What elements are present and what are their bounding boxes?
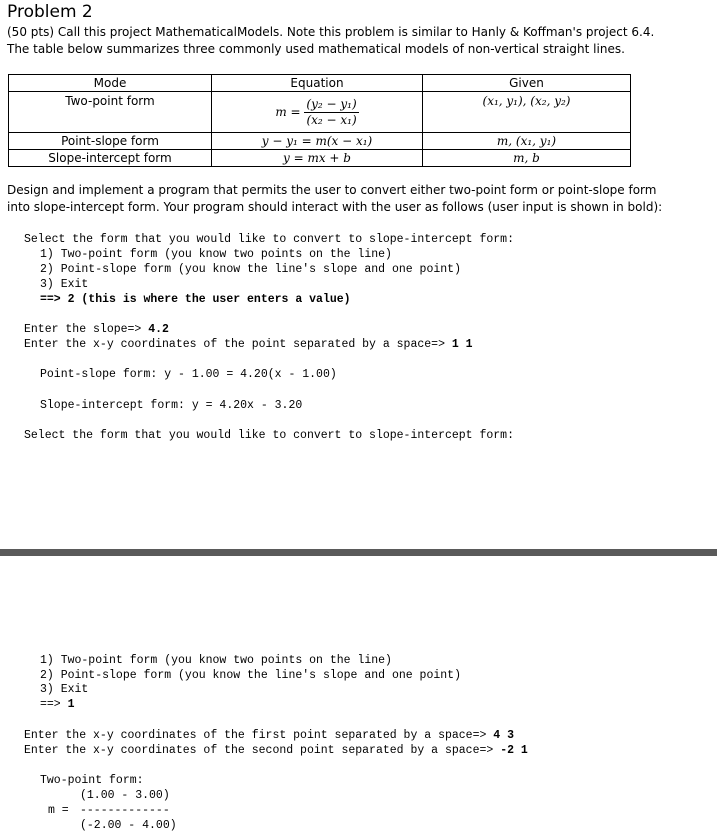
session2-menu-3: 3) Exit: [40, 683, 89, 696]
mode-two-point: Two-point form: [9, 92, 212, 133]
fraction: [304, 97, 358, 128]
table-row: [9, 150, 631, 167]
session1-prompt-again: Select the form that you would like to convert to slope-intercept form:: [24, 429, 514, 442]
design-line-2: into slope-intercept form. Your program should interact with the user as follows (user input is shown in bold):: [7, 200, 663, 214]
intro-line-1: (50 pts) Call this project MathematicalModels. Note this problem is similar to Hanly & Koffman's project 6.4.: [7, 25, 655, 39]
point-slope-output: Point-slope form: y - 1.00 = 4.20(x - 1.00): [40, 368, 337, 381]
session1-menu-3: 3) Exit: [40, 278, 89, 291]
given-point-slope: m, (x₁, y₁): [423, 133, 631, 150]
slope-fraction-numerator: (1.00 - 3.00): [80, 789, 170, 802]
slope-prompt: Enter the slope=>: [24, 323, 142, 336]
design-line-1: Design and implement a program that permits the user to convert either two-point form or point-slope form: [7, 183, 657, 197]
equation-point-slope: y − y₁ = m(x − x₁): [212, 133, 423, 150]
models-table: [8, 74, 631, 167]
mode-slope-intercept: Slope-intercept form: [9, 150, 212, 167]
table-header-row: [9, 75, 631, 92]
session2-menu-2: 2) Point-slope form (you know the line's slope and one point): [40, 669, 461, 682]
equation-slope-intercept: y = mx + b: [212, 150, 423, 167]
fraction-numerator: (y₂ − y₁): [306, 96, 357, 111]
mode-point-slope: Point-slope form: [9, 133, 212, 150]
session1-menu-2: 2) Point-slope form (you know the line's slope and one point): [40, 263, 461, 276]
table-row: [9, 133, 631, 150]
table-row: [9, 92, 631, 133]
first-value: 4 3: [493, 729, 515, 742]
header-mode: Mode: [9, 75, 212, 92]
second-value: -2 1: [500, 744, 528, 757]
session1-xy-line: [24, 337, 473, 352]
first-prompt: Enter the x-y coordinates of the first point separated by a space=>: [24, 729, 487, 742]
equation-two-point: [212, 92, 423, 133]
session1-choice: ==> 2 (this is where the user enters a value): [40, 293, 351, 306]
second-prompt: Enter the x-y coordinates of the second point separated by a space=>: [24, 744, 494, 757]
first-point-line: [24, 728, 514, 743]
slope-fraction-bar: -------------: [80, 804, 170, 817]
intro-line-2: The table below summarizes three commonly used mathematical models of non-vertical straight lines.: [7, 42, 625, 56]
xy-value: 1 1: [451, 338, 473, 351]
slope-fraction-lhs: m =: [48, 804, 69, 817]
equation-lhs: m =: [275, 104, 301, 119]
session2-menu-1: 1) Two-point form (you know two points on the line): [40, 654, 392, 667]
header-equation: Equation: [212, 75, 423, 92]
choice-prefix: ==>: [40, 698, 61, 711]
session1-slope-line: [24, 322, 169, 337]
header-given: Given: [423, 75, 631, 92]
fraction-denominator: (x₂ − x₁): [306, 112, 357, 127]
page-divider: [0, 549, 717, 556]
session1-prompt: Select the form that you would like to convert to slope-intercept form:: [24, 233, 514, 246]
given-slope-intercept: m, b: [423, 150, 631, 167]
session1-menu-1: 1) Two-point form (you know two points on the line): [40, 248, 392, 261]
problem-title: Problem 2: [7, 2, 93, 22]
second-point-line: [24, 743, 528, 758]
session2-choice: [40, 697, 75, 712]
choice-value: 1: [67, 698, 75, 711]
two-point-label: Two-point form:: [40, 774, 144, 787]
slope-value: 4.2: [148, 323, 169, 336]
slope-intercept-output: Slope-intercept form: y = 4.20x - 3.20: [40, 399, 303, 412]
xy-prompt: Enter the x-y coordinates of the point separated by a space=>: [24, 338, 445, 351]
given-two-point: (x₁, y₁), (x₂, y₂): [423, 92, 631, 133]
slope-fraction-denominator: (-2.00 - 4.00): [80, 819, 177, 832]
